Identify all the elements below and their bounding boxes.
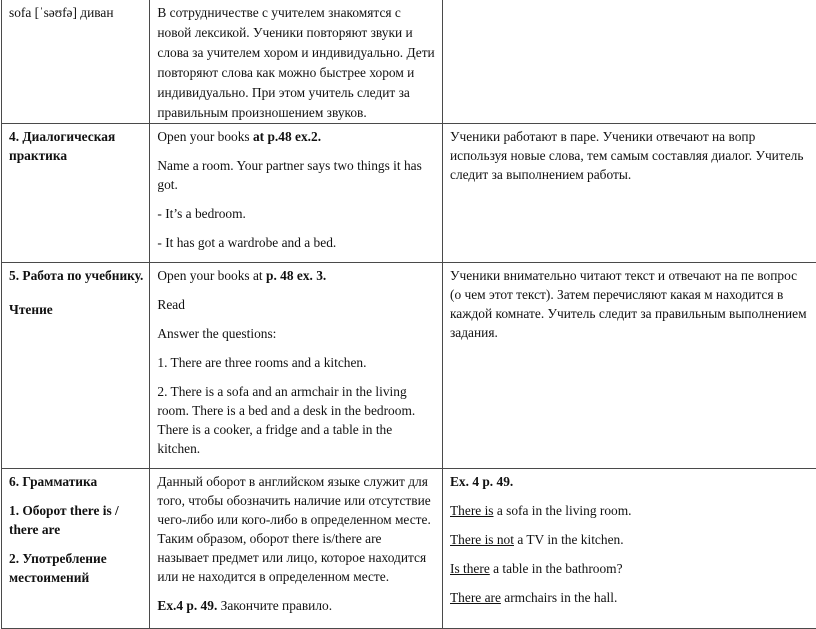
student-activity-cell — [443, 124, 816, 263]
answer-line: 2. There is a sofa and an armchair in the living room. There is a bed and a desk in the bedroom. There is a cooker, a fridge and a table in the kitchen. — [157, 382, 436, 458]
example-sentence: There is not a TV in the kitchen. — [450, 530, 810, 549]
student-activity-cell — [443, 263, 816, 469]
table-row — [2, 124, 816, 263]
instruction-line: Name a room. Your partner says two things it has got. — [157, 156, 436, 194]
stage-cell — [2, 124, 150, 263]
teacher-activity-cell — [150, 124, 443, 263]
stage-cell — [2, 263, 150, 469]
vocab-item: sofa [ˈsəʊfə] диван — [9, 3, 143, 22]
student-activity-text: Ученики внимательно читают текст и отвечают на пе вопрос (о чем этот текст). Затем перечисляют какая м находится в каждой комнате. Учитель следит за правильным выполнением задания. — [450, 266, 810, 342]
example-sentence: Is there a table in the bathroom? — [450, 559, 810, 578]
table-row — [2, 469, 816, 629]
stage-subtitle: Чтение — [9, 300, 143, 319]
instruction-line: Answer the questions: — [157, 324, 436, 343]
dialogue-line: - It’s a bedroom. — [157, 204, 436, 223]
student-activity-cell — [443, 0, 816, 124]
dialogue-line: - It has got a wardrobe and a bed. — [157, 233, 436, 252]
example-sentence: There are armchairs in the hall. — [450, 588, 810, 607]
stage-title: 6. Грамматика — [9, 472, 143, 491]
student-activity-text: Ученики работают в паре. Ученики отвечают на вопр используя новые слова, тем самым составляя диалог. Учитель следит за выполнением работы. — [450, 127, 810, 184]
teacher-activity-text: В сотрудничестве с учителем знакомятся с новой лексикой. Ученики повторяют звуки и слова за учителем хором и индивидуально. Дети повторяют слова как можно быстрее хором и индивидуально. При этом учитель следит за правильным произношением звуков. — [157, 3, 436, 123]
instruction-line: Open your books at p. 48 ex. 3. — [157, 266, 436, 285]
stage-subtopic: 1. Оборот there is / there are — [9, 501, 143, 539]
stage-cell — [2, 469, 150, 629]
instruction-line: Read — [157, 295, 436, 314]
grammar-explanation: Данный оборот в английском языке служит для того, чтобы обозначить наличие или отсутствие чего-либо или кого-либо в определенном месте. Таким образом, оборот there is/there are называет предмет или лицо, которое находится или не находится в определенном месте. — [157, 472, 436, 586]
table-row — [2, 263, 816, 469]
answer-line: 1. There are three rooms and a kitchen. — [157, 353, 436, 372]
teacher-activity-cell — [150, 469, 443, 629]
teacher-activity-cell — [150, 263, 443, 469]
lesson-plan-table — [1, 0, 816, 629]
stage-title: 5. Работа по учебнику. — [9, 266, 143, 285]
task-line: Ex.4 p. 49. Закончите правило. — [157, 596, 436, 615]
stage-cell — [2, 0, 150, 124]
exercise-heading: Ex. 4 p. 49. — [450, 472, 810, 491]
instruction-line: Open your books at p.48 ex.2. — [157, 127, 436, 146]
stage-title: 4. Диалогическая практика — [9, 127, 143, 165]
table-row — [2, 0, 816, 124]
example-sentence: There is a sofa in the living room. — [450, 501, 810, 520]
teacher-activity-cell — [150, 0, 443, 124]
student-activity-cell — [443, 469, 816, 629]
stage-subtopic: 2. Употребление местоимений — [9, 549, 143, 587]
